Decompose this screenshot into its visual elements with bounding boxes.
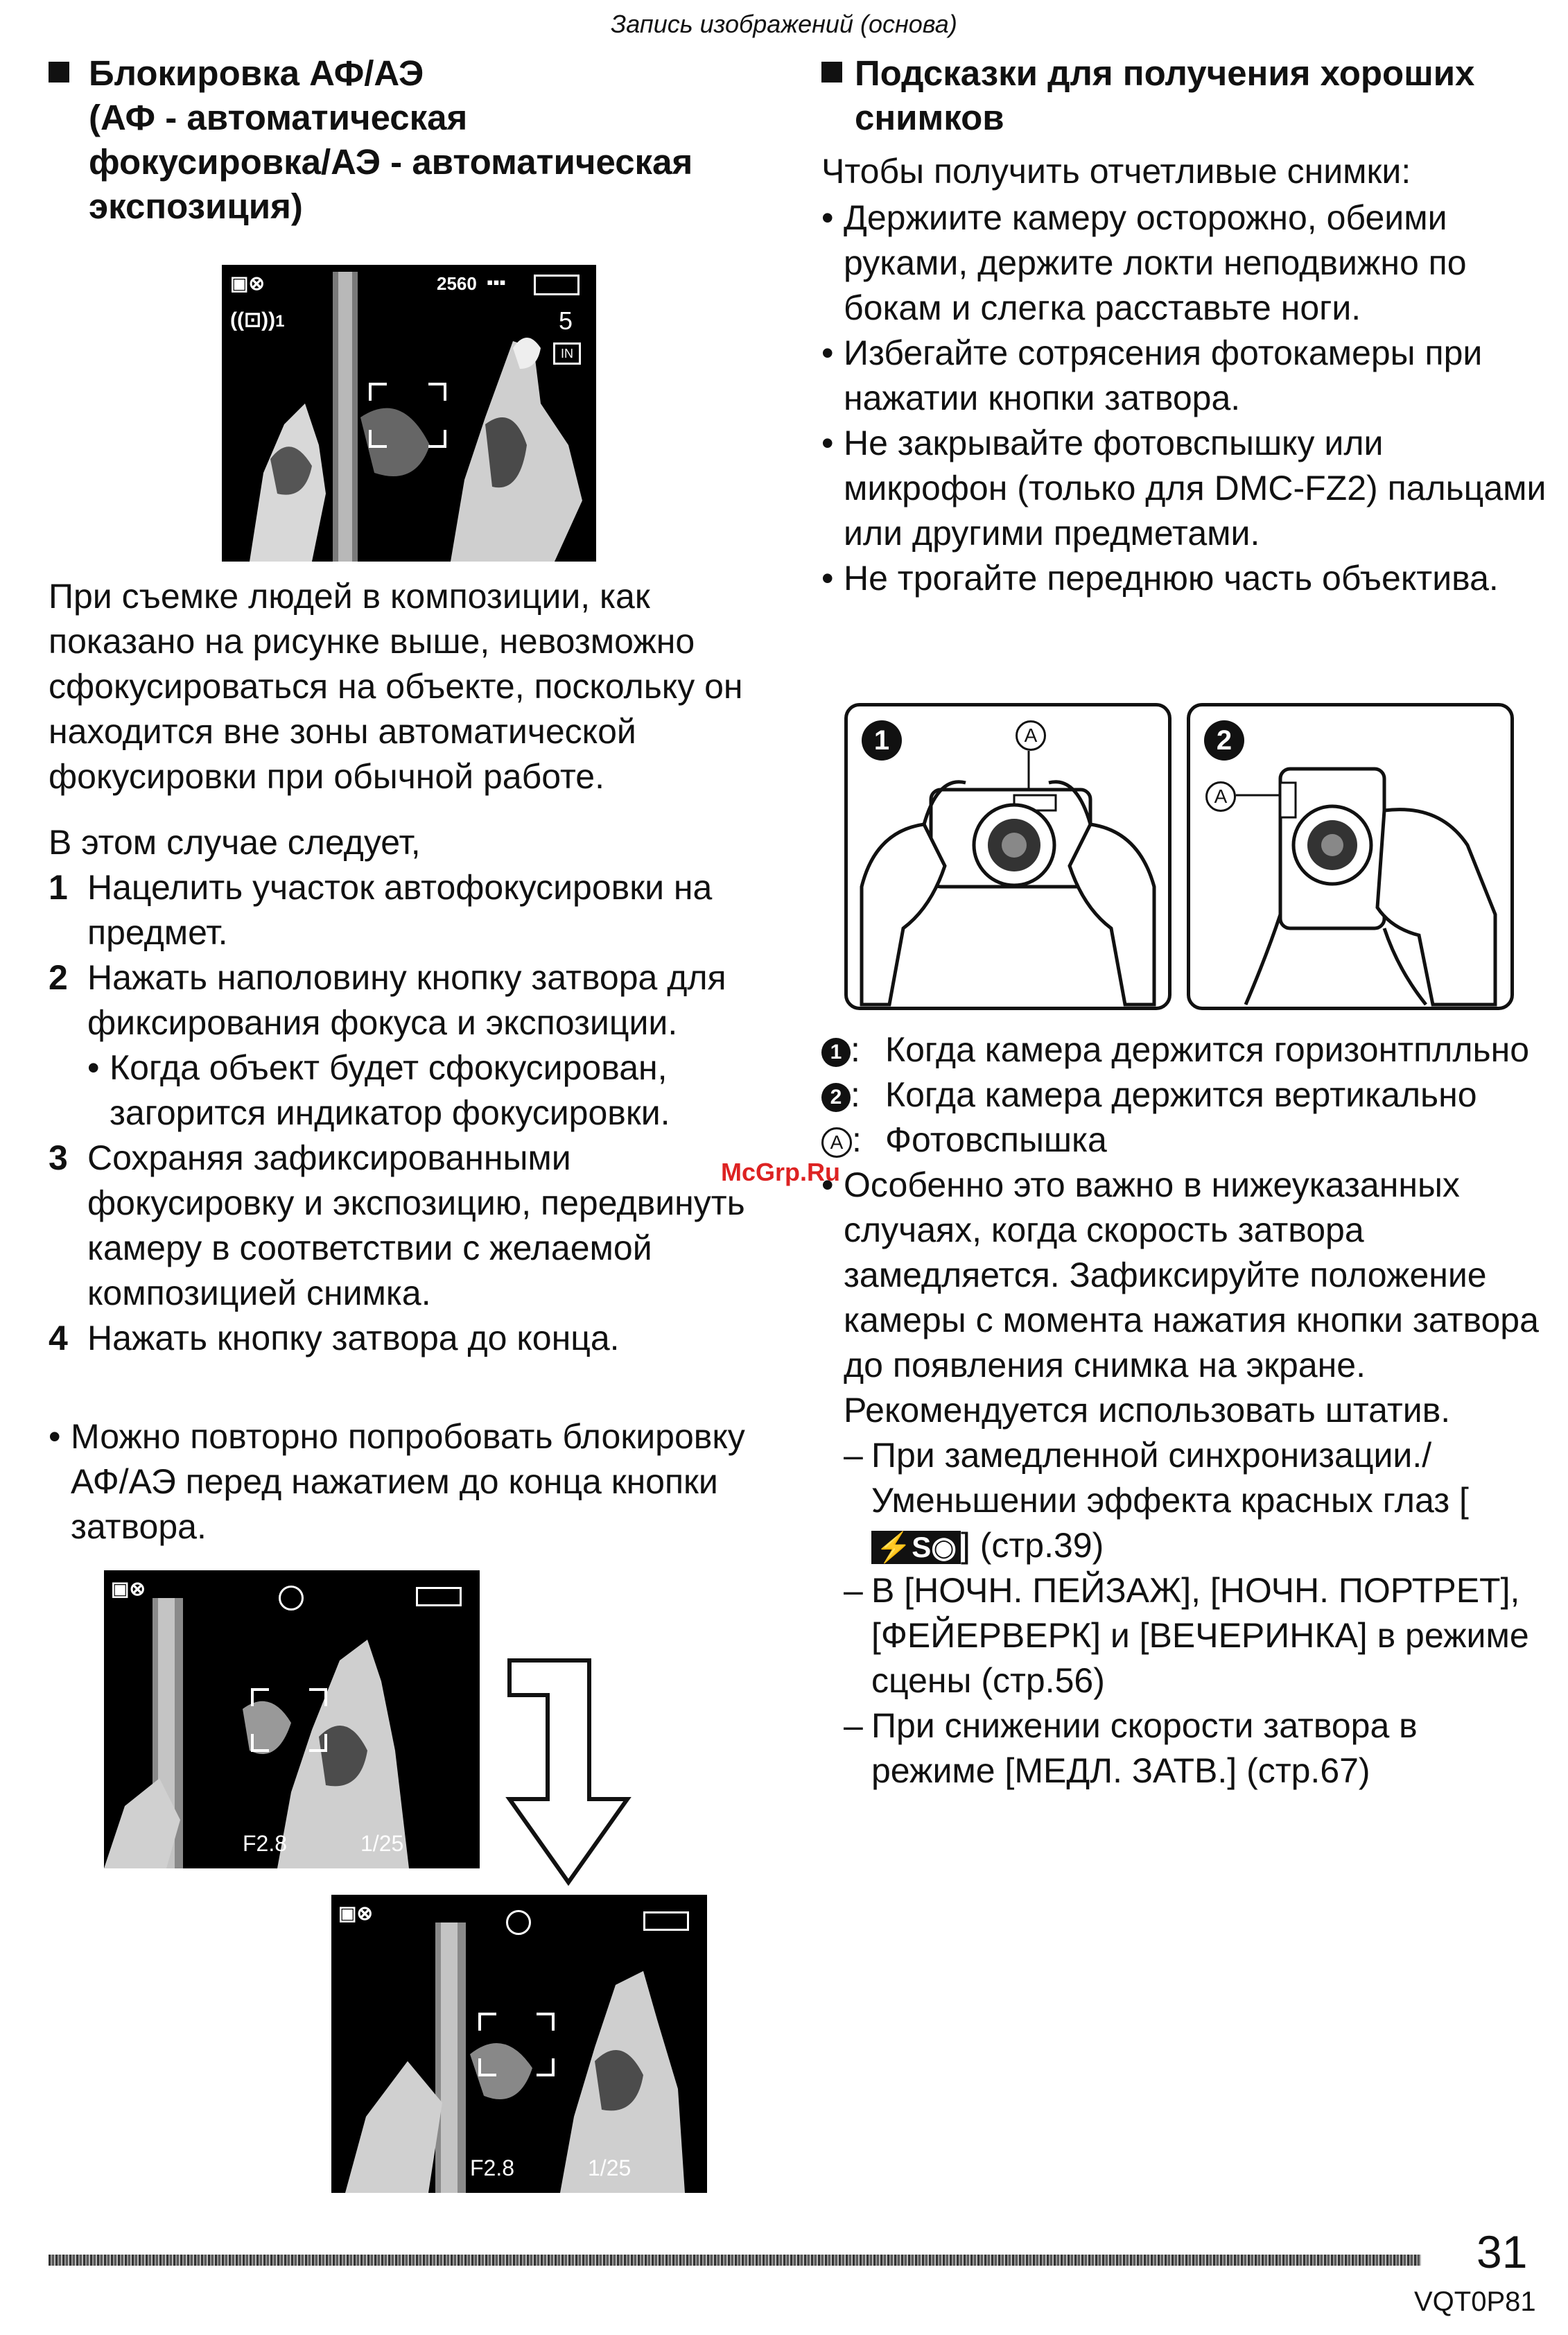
af-frame-corner (537, 2058, 555, 2076)
tips-list (821, 196, 1549, 601)
picture-size-readout: 2560 (437, 273, 477, 294)
legend-item: 1 : Когда камера держится горизонтплльно (821, 1027, 1549, 1073)
running-header: Запись изображений (основа) (611, 10, 957, 38)
af-frame-corner (428, 430, 446, 448)
scene-people-image (104, 1570, 480, 1868)
watermark: McGrp.Ru (721, 1158, 841, 1186)
battery-icon (416, 1587, 462, 1606)
af-frame-corner (309, 1734, 327, 1752)
af-frame-corner (537, 2013, 555, 2031)
focus-indicator-icon (279, 1586, 304, 1611)
tip-item: • Не трогайте переднюю часть объектива. (821, 556, 1549, 601)
page-number: 31 (1476, 2226, 1528, 2277)
figure-number-2: 2 (1204, 720, 1244, 761)
af-frame-corner (369, 383, 387, 401)
camera-horizontal-hold-illustration (848, 706, 1168, 1007)
lcd-screen-example-3 (331, 1895, 707, 2193)
aperture-readout: F2.8 (470, 2155, 515, 2180)
af-frame-corner (428, 383, 446, 401)
figure-panel-vertical (1187, 703, 1514, 1010)
camera-mode-icon: ▣⊗ (338, 1902, 373, 1924)
remaining-shots: 5 (559, 306, 573, 335)
figure-panel-horizontal (844, 703, 1171, 1010)
legend-item: A : Фотовспышка (821, 1118, 1549, 1163)
lcd-screen-example-2 (104, 1570, 480, 1868)
steps-list (49, 865, 783, 1361)
tip-item: • Держиите камеру осторожно, обеими руками, держите локти неподвижно по бокам и слегка расставьте ноги. (821, 196, 1549, 331)
step-item: 4 Нажать кнопку затвора до конца. (49, 1319, 620, 1357)
legend-item: 2 : Когда камера держится вертикально (821, 1073, 1549, 1118)
square-bullet-icon (821, 62, 842, 83)
camera-mode-icon: ▣⊗ (230, 272, 265, 294)
left-section-title: Блокировка АФ/АЭ (АФ - автоматическая фокусировка/АЭ - автоматическая экспозиция) (49, 51, 763, 229)
figure-number-1: 1 (862, 720, 902, 761)
battery-icon (643, 1911, 689, 1931)
left-note: • Можно повторно попробовать блокировку АФ/АЭ перед нажатием до конца кнопки затвора. (49, 1414, 792, 1550)
right-section-title: Подсказки для получения хороших снимков (821, 51, 1542, 140)
step-item: 3 Сохраняя зафиксированными фокусировку и экспозицию, передвинуть камеру в соответствии с желаемой композицией снимка. (49, 1138, 745, 1312)
af-frame-corner (369, 430, 387, 448)
step-2-note: • Когда объект будет сфокусирован, загорится индикатор фокусировки. (87, 1045, 783, 1136)
step-item: 1 Нацелить участок автофокусировки на предмет. (49, 868, 713, 952)
camera-mode-icon: ▣⊗ (111, 1578, 146, 1599)
flash-slow-sync-icon: ⚡S◉ (871, 1531, 961, 1564)
shutter-readout: 1/25 (360, 1831, 404, 1856)
camera-vertical-hold-illustration (1190, 706, 1510, 1007)
af-frame-corner (478, 2058, 496, 2076)
shutter-readout: 1/25 (588, 2155, 631, 2180)
left-paragraph-2: В этом случае следует, (49, 823, 421, 862)
left-paragraph-1: При съемке людей в композиции, как показано на рисунке выше, невозможно сфокусироваться на объекте, поскольку он находится вне зоны автоматической фокусировки при обычной работе. (49, 577, 743, 796)
flash-marker-a: A (1016, 720, 1046, 751)
document-code: VQT0P81 (1414, 2286, 1536, 2317)
figure-legend (821, 1027, 1549, 1794)
step-item: 2 Нажать наполовину кнопку затвора для фиксирования фокуса и экспозиции. (49, 958, 726, 1042)
tip-item: • Не закрывайте фотовспышку или микрофон (только для DMC-FZ2) пальцами или другими предметами. (821, 421, 1549, 556)
important-note: • Особенно это важно в нижеуказанных случаях, когда скорость затвора замедляется. Зафиксируйте положение камеры с момента нажатия кнопки затвора до появления снимка на экране. Рекомендуется использовать штатив. (821, 1163, 1549, 1433)
af-frame-corner (251, 1688, 269, 1706)
focus-indicator-icon (506, 1910, 531, 1935)
scene-people-image (331, 1895, 707, 2193)
af-frame-corner (478, 2013, 496, 2031)
flash-marker-a: A (1205, 781, 1236, 812)
aperture-readout: F2.8 (243, 1831, 288, 1856)
lcd-screen-example-1 (222, 265, 596, 562)
tip-item: • Избегайте сотрясения фотокамеры при нажатии кнопки затвора. (821, 331, 1549, 421)
cases-list (821, 1433, 1549, 1794)
af-frame-corner (309, 1688, 327, 1706)
case-item: – При снижении скорости затвора в режиме [МЕДЛ. ЗАТВ.] (стр.67) (844, 1703, 1549, 1794)
stabilizer-icon: ((⊡))1 (230, 309, 285, 331)
down-arrow-icon (499, 1653, 638, 1889)
battery-icon (534, 275, 580, 295)
square-bullet-icon (49, 62, 69, 83)
case-item: – При замедленной синхронизации./ Уменьшении эффекта красных глаз [⚡S◉ ] (стр.39) (844, 1433, 1549, 1568)
internal-memory-icon: IN (553, 342, 581, 365)
footer-decorative-bar (49, 2255, 1421, 2266)
quality-icon: ▪▪▪ (487, 272, 506, 293)
right-intro: Чтобы получить отчетливые снимки: (821, 152, 1411, 191)
case-item: – В [НОЧН. ПЕЙЗАЖ], [НОЧН. ПОРТРЕТ], [ФЕЙЕРВЕРК] и [ВЕЧЕРИНКА] в режиме сцены (стр.56) (844, 1568, 1549, 1703)
af-frame-corner (251, 1734, 269, 1752)
